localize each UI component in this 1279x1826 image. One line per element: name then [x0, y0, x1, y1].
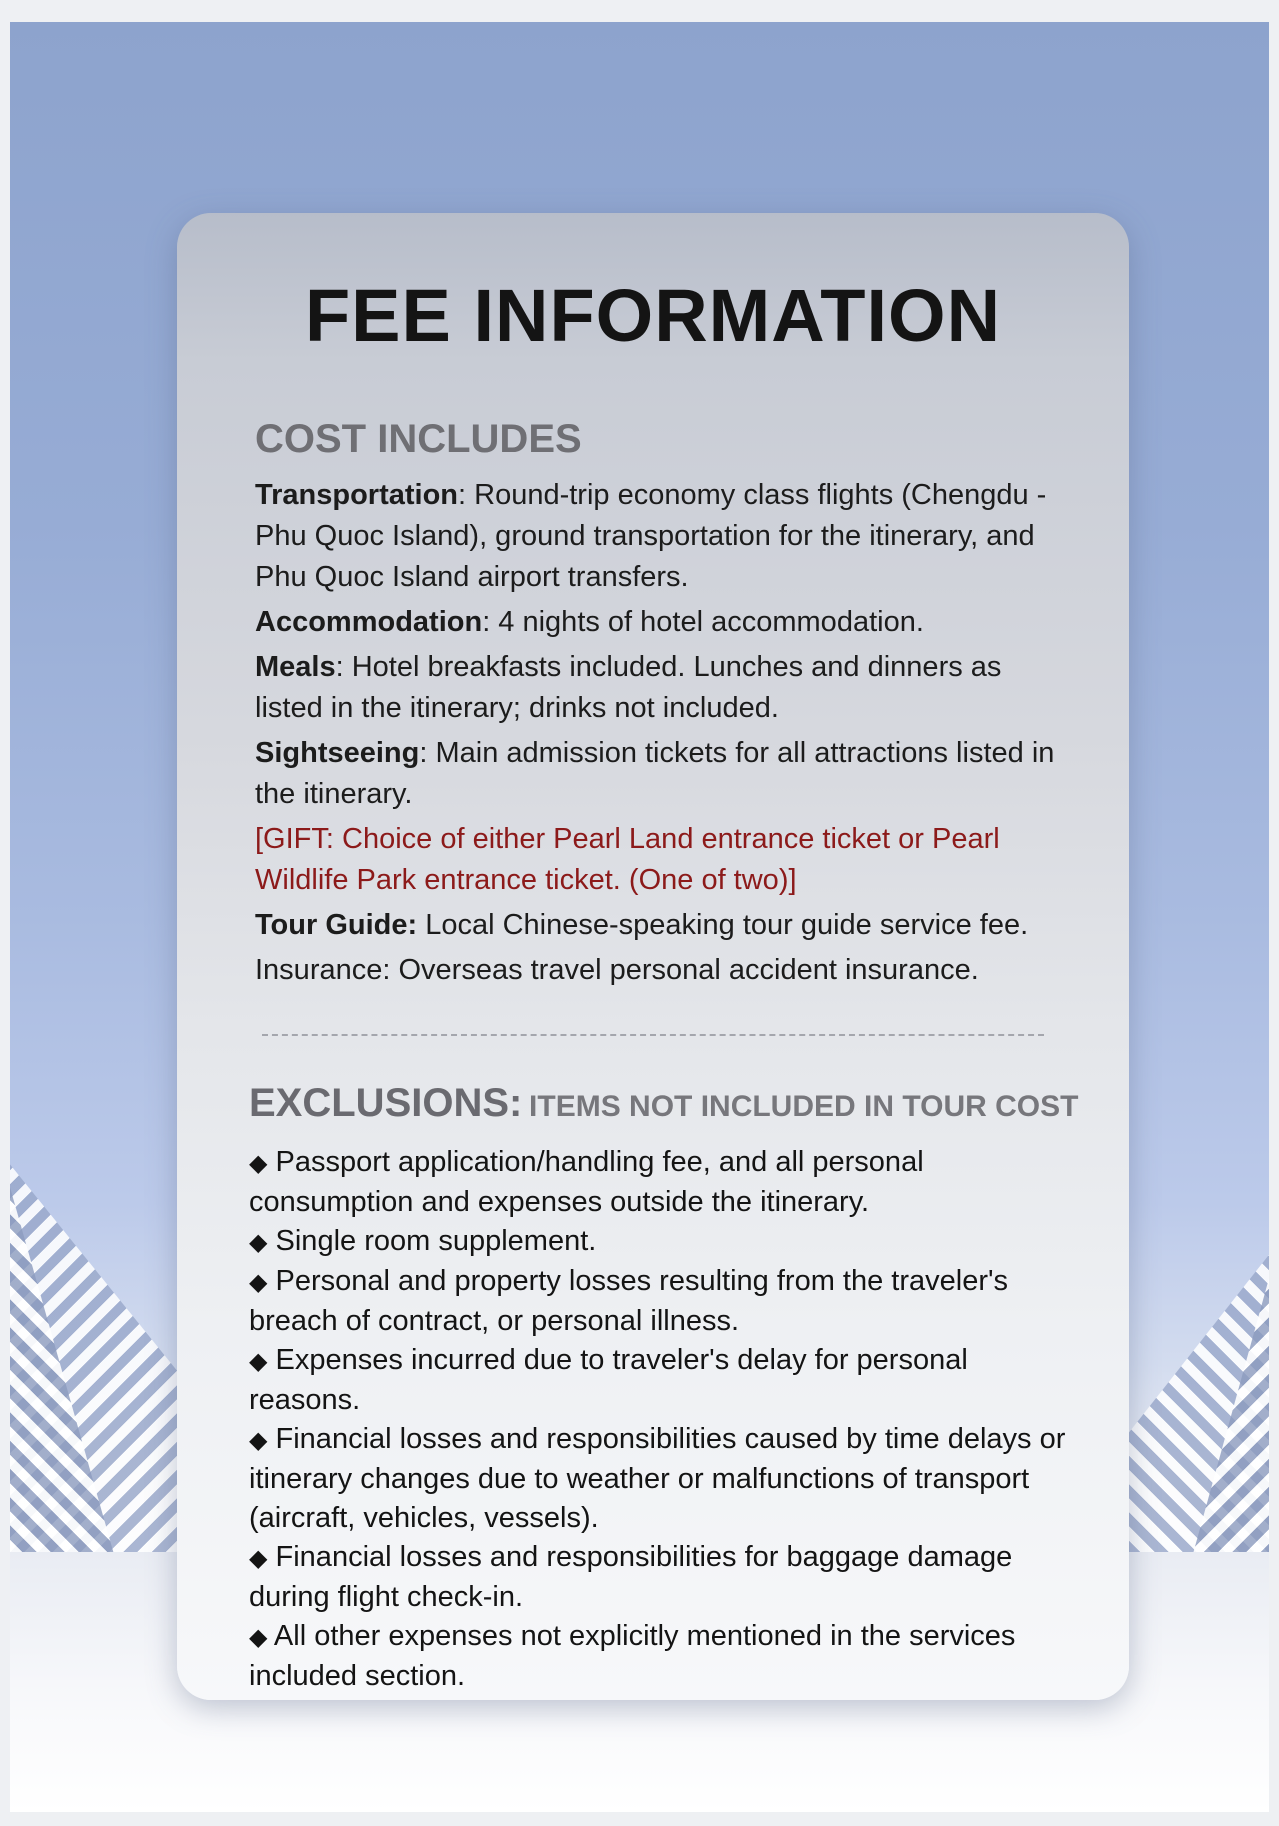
exclusion-text: Personal and property losses resulting from the traveler's breach of contract, or personal illness. — [249, 1265, 1009, 1337]
exclusions-list — [249, 1143, 1079, 1696]
include-text: Local Chinese-speaking tour guide service fee. — [417, 909, 1029, 941]
include-item-sightseeing — [255, 733, 1065, 815]
list-item — [249, 1617, 1079, 1696]
diamond-bullet-icon: ◆ — [249, 1427, 268, 1454]
include-item-tour-guide — [255, 905, 1065, 946]
gift-note: [GIFT: Choice of either Pearl Land entrance ticket or Pearl Wildlife Park entrance ticket. (One of two)] — [255, 823, 1000, 896]
include-label: Sightseeing — [255, 737, 420, 769]
exclusion-text: Expenses incurred due to traveler's delay for personal reasons. — [249, 1344, 968, 1416]
exclusion-text: Passport application/handling fee, and all personal consumption and expenses outside the itinerary. — [249, 1146, 924, 1218]
exclusions-heading-sub: ITEMS NOT INCLUDED IN TOUR COST — [529, 1090, 1079, 1123]
include-item-accommodation — [255, 602, 1065, 643]
diamond-bullet-icon: ◆ — [249, 1624, 268, 1651]
include-text: : Round-trip economy class flights (Chengdu - Phu Quoc Island), ground transportation for the itinerary, and Phu Quoc Island airport transfers. — [255, 479, 1047, 593]
include-item-insurance: Insurance: Overseas travel personal accident insurance. — [255, 954, 979, 986]
page-title: FEE INFORMATION — [304, 274, 1002, 357]
exclusion-text: Financial losses and responsibilities for baggage damage during flight check-in. — [249, 1541, 1013, 1613]
section-divider — [262, 1034, 1044, 1036]
list-item — [249, 1222, 1079, 1262]
diamond-bullet-icon: ◆ — [249, 1150, 268, 1177]
exclusion-text: Single room supplement. — [267, 1225, 597, 1257]
exclusions-heading — [249, 1081, 1078, 1126]
include-label: Meals — [255, 651, 336, 683]
include-label: Transportation — [255, 479, 459, 511]
include-item-meals — [255, 647, 1065, 729]
cost-includes-heading: COST INCLUDES — [255, 417, 582, 461]
fee-information-card — [177, 213, 1129, 1700]
include-label: Tour Guide: — [255, 909, 418, 941]
cost-includes-list — [255, 475, 1065, 995]
include-item-transportation — [255, 475, 1065, 598]
include-text: : Main admission tickets for all attractions listed in the itinerary. — [255, 737, 1055, 810]
list-item — [249, 1538, 1079, 1617]
include-text: : Hotel breakfasts included. Lunches and dinners as listed in the itinerary; drinks not included. — [255, 651, 1002, 724]
diamond-bullet-icon: ◆ — [249, 1269, 268, 1296]
list-item — [249, 1420, 1079, 1538]
list-item — [249, 1143, 1079, 1222]
diamond-bullet-icon: ◆ — [249, 1229, 268, 1256]
exclusions-heading-main: EXCLUSIONS: — [249, 1081, 523, 1125]
exclusion-text: All other expenses not explicitly mentioned in the services included section. — [249, 1620, 1016, 1692]
list-item — [249, 1341, 1079, 1420]
diamond-bullet-icon: ◆ — [249, 1545, 268, 1572]
diamond-bullet-icon: ◆ — [249, 1348, 268, 1375]
poster-background — [10, 22, 1269, 1812]
include-label: Accommodation — [255, 606, 483, 638]
list-item — [249, 1262, 1079, 1341]
include-text: : 4 nights of hotel accommodation. — [482, 606, 924, 638]
exclusion-text: Financial losses and responsibilities caused by time delays or itinerary changes due to weather or malfunctions of transport (aircraft, vehicles, vessels). — [249, 1423, 1066, 1534]
